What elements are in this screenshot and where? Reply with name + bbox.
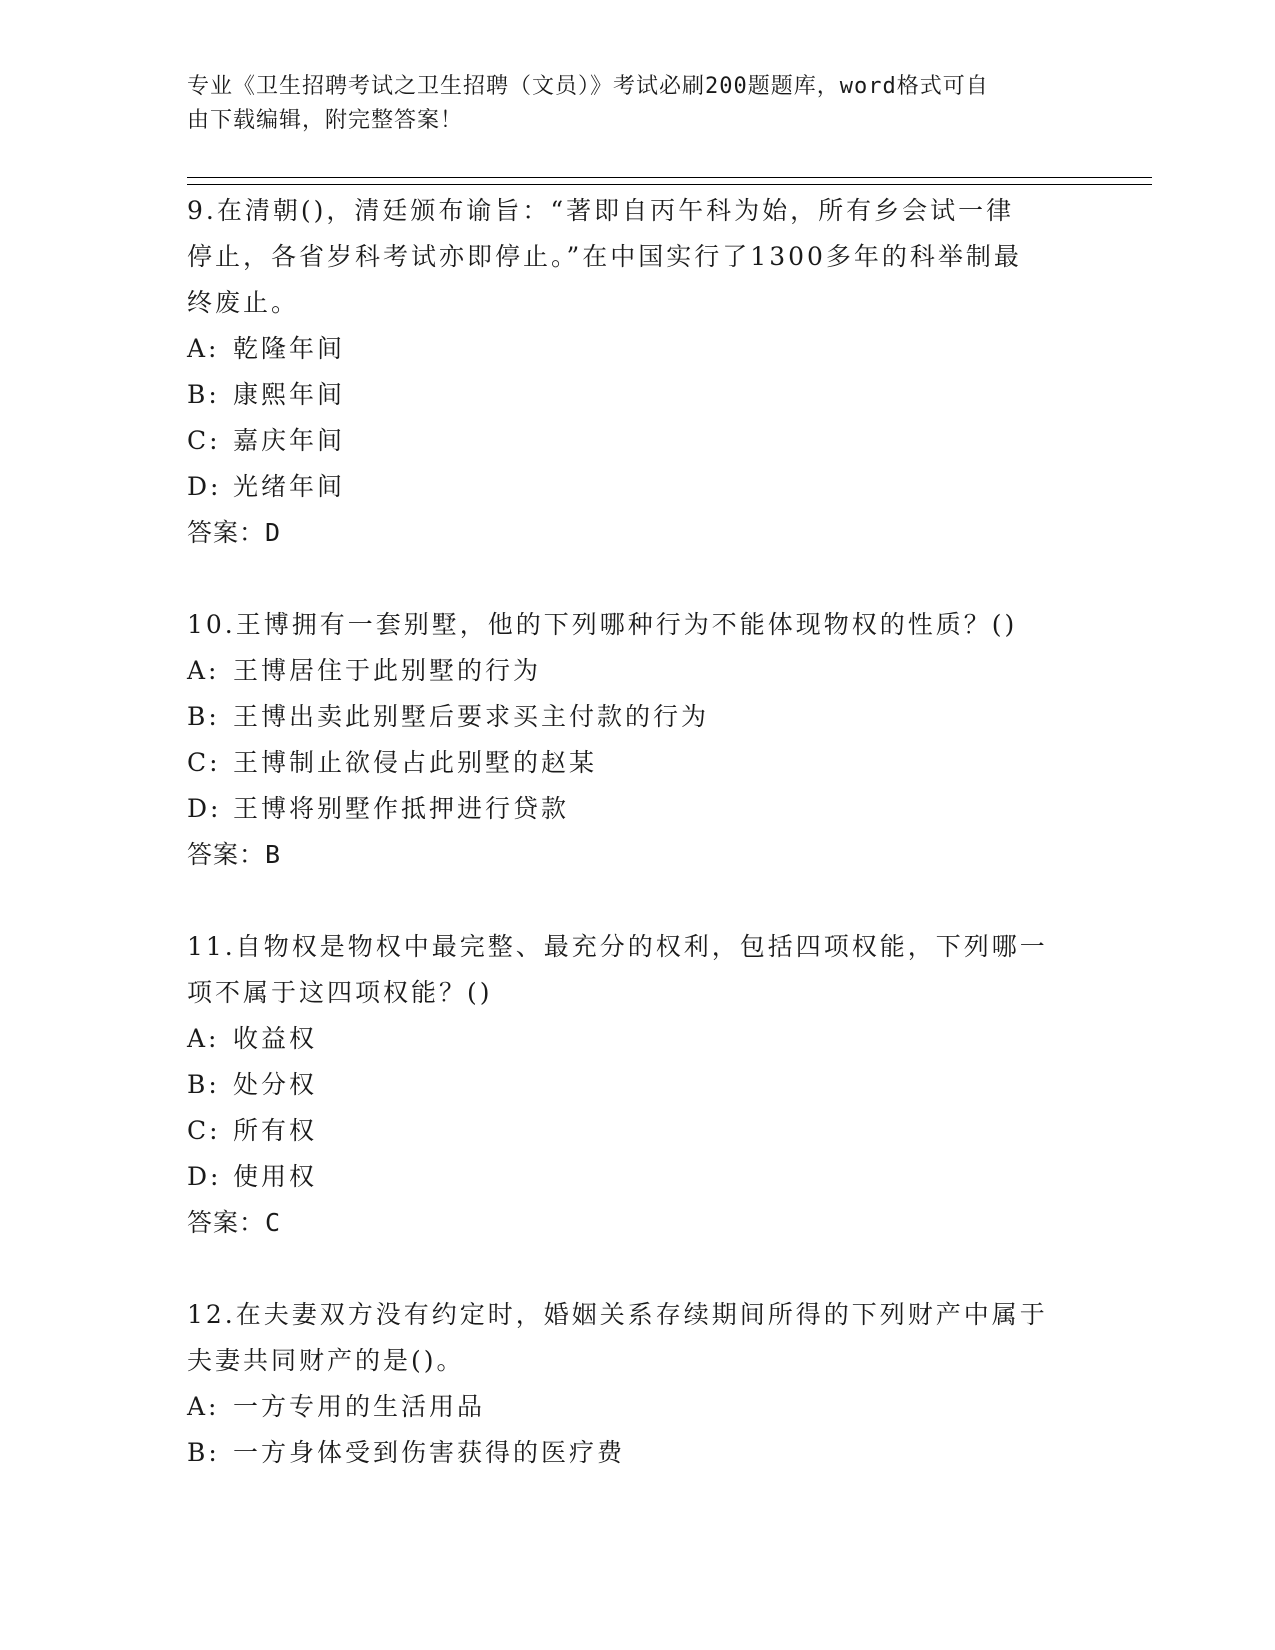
question-stem-line: 12.在夫妻双方没有约定时，婚姻关系存续期间所得的下列财产中属于 bbox=[187, 1300, 1048, 1329]
option-text: 处分权 bbox=[233, 1070, 318, 1099]
question-item bbox=[187, 1292, 1087, 1476]
question-list bbox=[187, 188, 1087, 1476]
question-item bbox=[187, 602, 1087, 878]
option-b bbox=[187, 1430, 1087, 1476]
option-letter: A: bbox=[187, 334, 220, 363]
question-item bbox=[187, 188, 1087, 556]
option-d bbox=[187, 1154, 1087, 1200]
question-stem-line: 10.王博拥有一套别墅，他的下列哪种行为不能体现物权的性质？() bbox=[187, 610, 1018, 639]
option-letter: B: bbox=[187, 702, 220, 731]
question-item bbox=[187, 924, 1087, 1246]
option-text: 嘉庆年间 bbox=[233, 426, 346, 455]
header-intro-line-1: 专业《卫生招聘考试之卫生招聘（文员）》考试必刷200题题库，word格式可自 bbox=[187, 74, 989, 99]
option-letter: B: bbox=[187, 380, 220, 409]
option-letter: D: bbox=[187, 472, 222, 501]
document-header bbox=[187, 70, 1087, 138]
option-letter: B: bbox=[187, 1070, 220, 1099]
option-a bbox=[187, 1384, 1087, 1430]
option-d bbox=[187, 464, 1087, 510]
option-letter: C: bbox=[187, 748, 221, 777]
question-stem-line: 停止，各省岁科考试亦即停止。”在中国实行了1300多年的科举制最 bbox=[187, 242, 1022, 271]
option-a bbox=[187, 326, 1087, 372]
header-intro-line-2: 由下载编辑，附完整答案！ bbox=[187, 108, 464, 133]
option-letter: C: bbox=[187, 1116, 221, 1145]
option-text: 乾隆年间 bbox=[233, 334, 346, 363]
option-text: 一方身体受到伤害获得的医疗费 bbox=[233, 1438, 626, 1467]
option-text: 王博将别墅作抵押进行贷款 bbox=[233, 794, 570, 823]
question-stem-line: 夫妻共同财产的是()。 bbox=[187, 1346, 465, 1375]
option-b bbox=[187, 372, 1087, 418]
option-letter: A: bbox=[187, 1024, 220, 1053]
option-a bbox=[187, 648, 1087, 694]
question-spacer bbox=[187, 556, 1087, 602]
answer-line: 答案：B bbox=[187, 840, 282, 869]
option-text: 所有权 bbox=[233, 1116, 318, 1145]
option-text: 使用权 bbox=[233, 1162, 318, 1191]
option-c bbox=[187, 418, 1087, 464]
header-divider-top bbox=[187, 177, 1152, 178]
option-a bbox=[187, 1016, 1087, 1062]
option-letter: C: bbox=[187, 426, 221, 455]
option-letter: D: bbox=[187, 1162, 222, 1191]
option-letter: A: bbox=[187, 1392, 220, 1421]
option-letter: A: bbox=[187, 656, 220, 685]
option-text: 王博居住于此别墅的行为 bbox=[233, 656, 542, 685]
answer-line: 答案：C bbox=[187, 1208, 282, 1237]
option-d bbox=[187, 786, 1087, 832]
option-text: 光绪年间 bbox=[233, 472, 346, 501]
question-spacer bbox=[187, 878, 1087, 924]
question-spacer bbox=[187, 1246, 1087, 1292]
option-b bbox=[187, 694, 1087, 740]
question-stem-line: 项不属于这四项权能？() bbox=[187, 978, 493, 1007]
option-letter: B: bbox=[187, 1438, 220, 1467]
option-text: 康熙年间 bbox=[233, 380, 346, 409]
option-text: 收益权 bbox=[233, 1024, 318, 1053]
answer-line: 答案：D bbox=[187, 518, 282, 547]
question-stem-line: 终废止。 bbox=[187, 288, 300, 317]
option-letter: D: bbox=[187, 794, 222, 823]
option-text: 一方专用的生活用品 bbox=[233, 1392, 486, 1421]
option-text: 王博制止欲侵占此别墅的赵某 bbox=[233, 748, 598, 777]
option-text: 王博出卖此别墅后要求买主付款的行为 bbox=[233, 702, 710, 731]
question-stem-line: 9.在清朝()，清廷颁布谕旨：“著即自丙午科为始，所有乡会试一律 bbox=[187, 196, 1015, 225]
option-c bbox=[187, 1108, 1087, 1154]
question-stem-line: 11.自物权是物权中最完整、最充分的权利，包括四项权能，下列哪一 bbox=[187, 932, 1048, 961]
header-divider-bottom bbox=[187, 184, 1152, 185]
option-c bbox=[187, 740, 1087, 786]
option-b bbox=[187, 1062, 1087, 1108]
